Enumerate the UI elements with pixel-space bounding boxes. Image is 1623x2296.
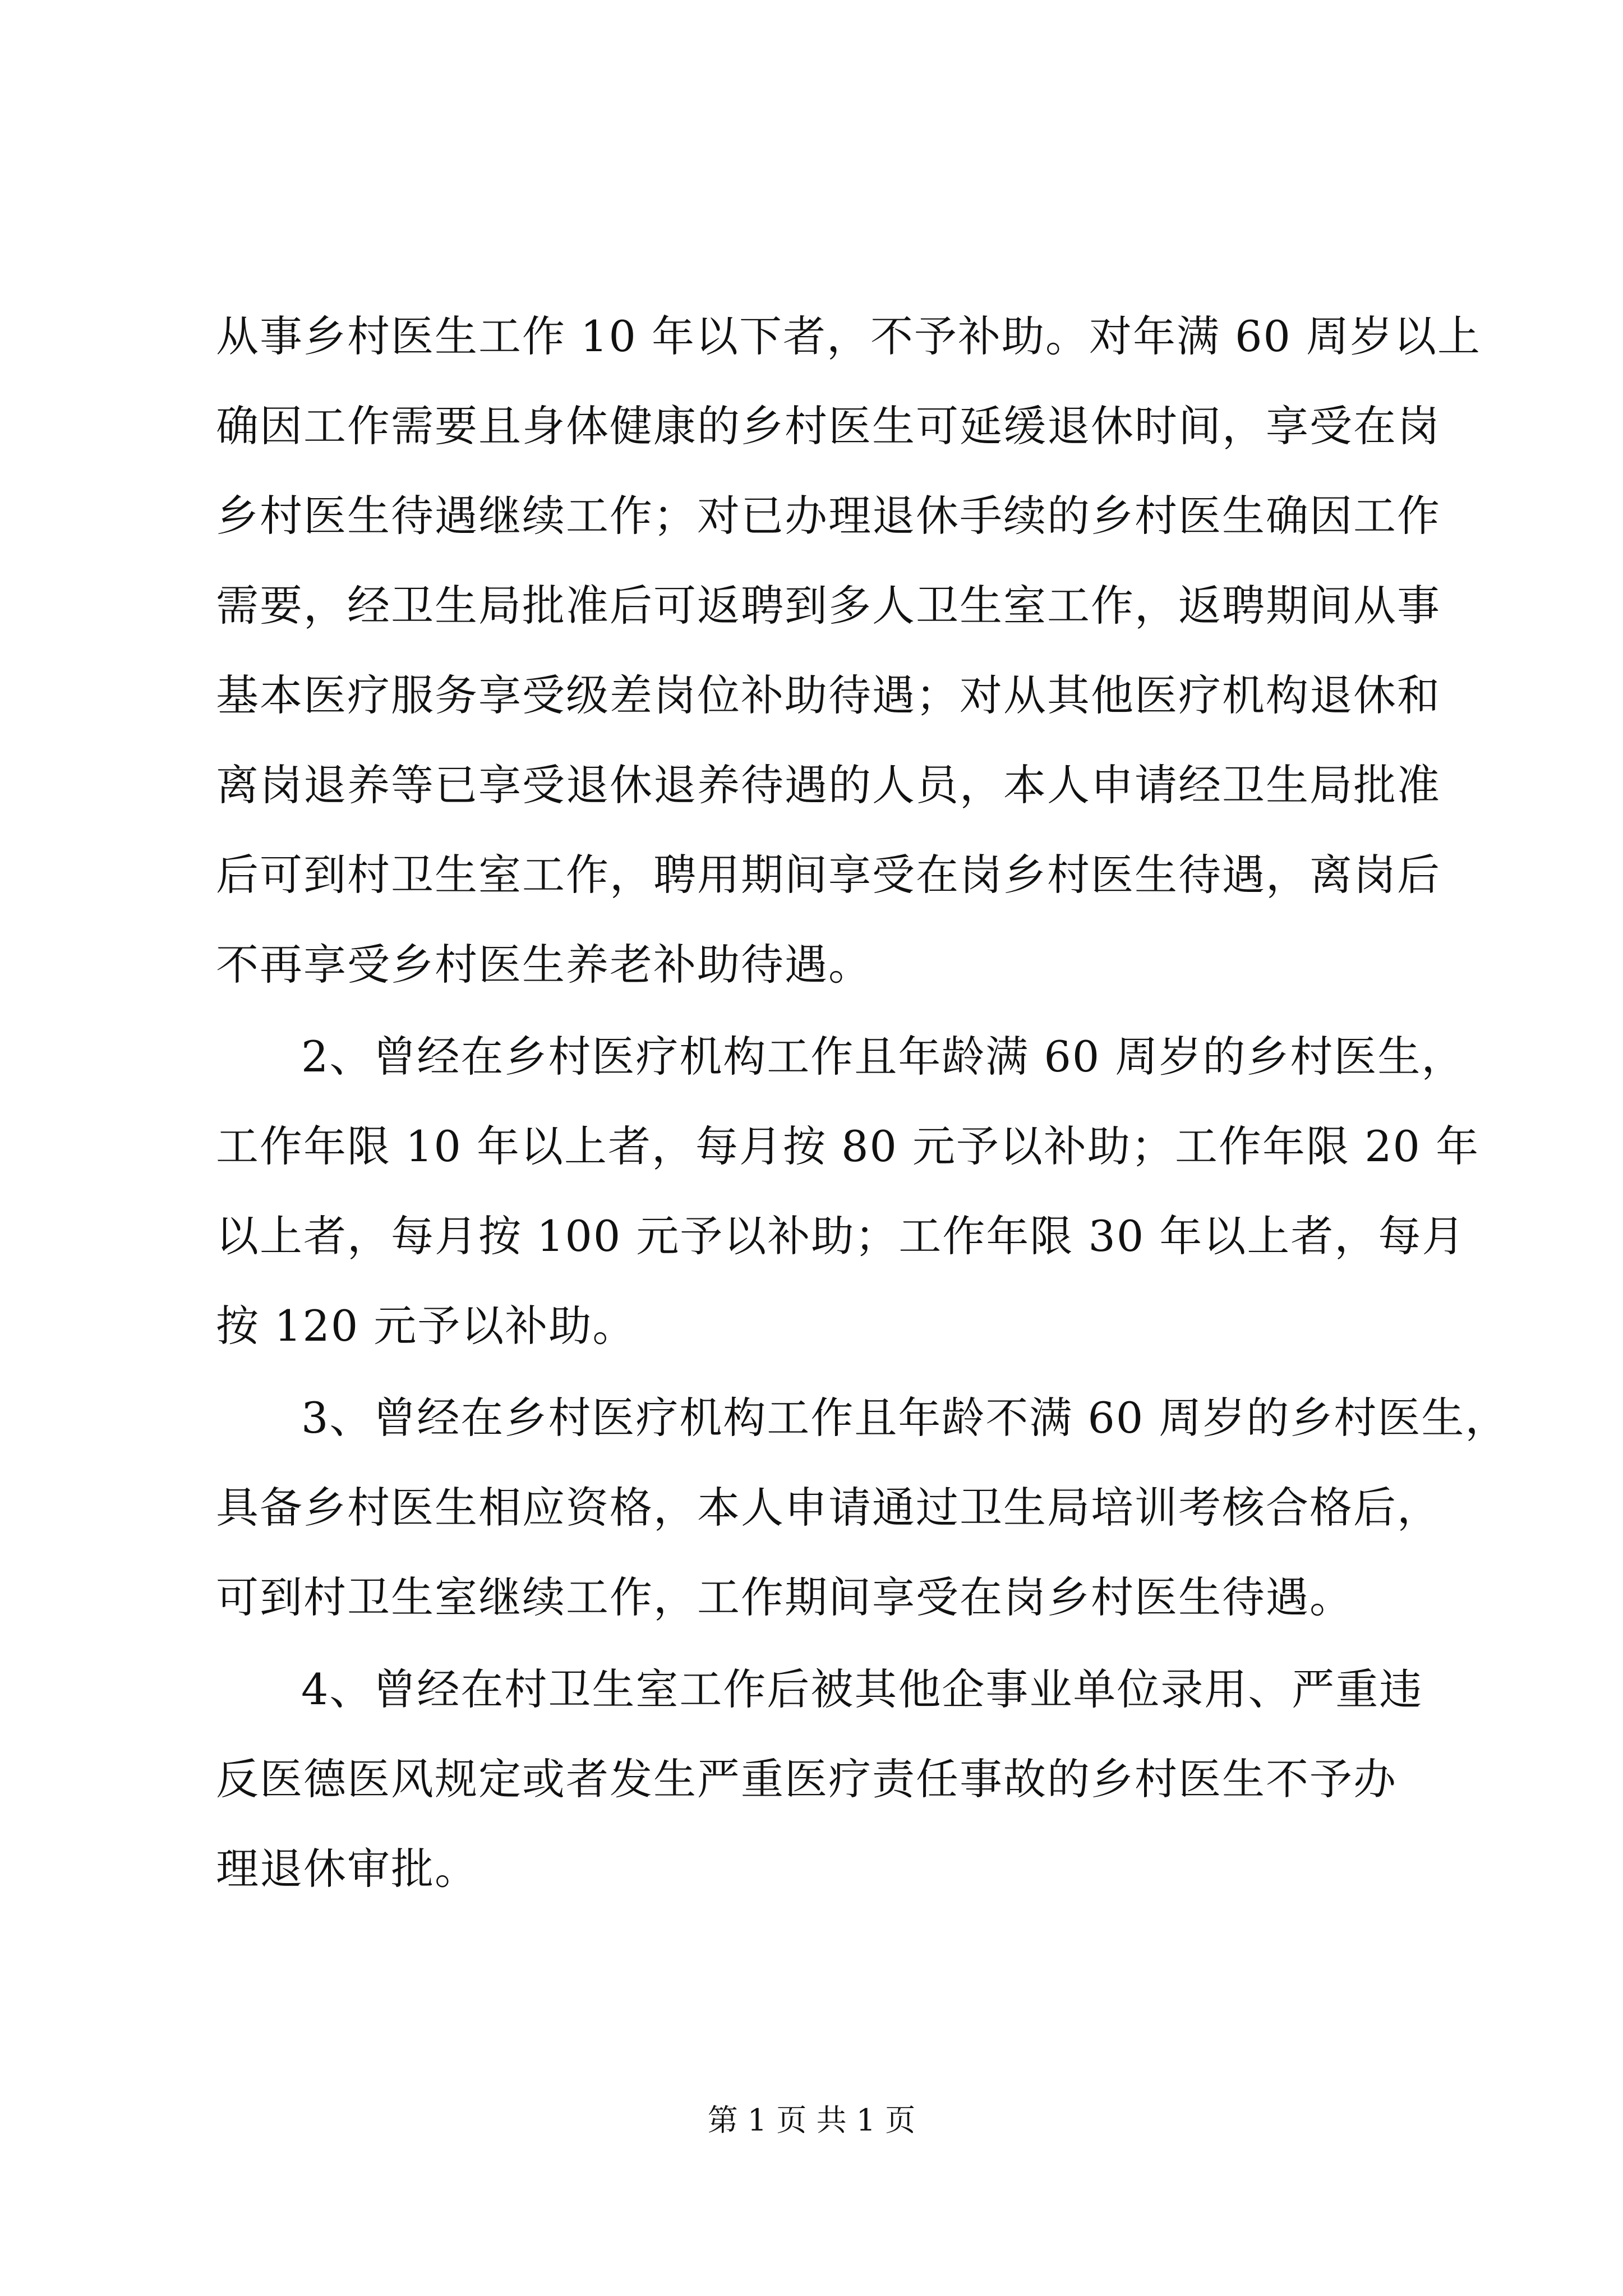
text-line: 2、曾经在乡村医疗机构工作且年龄满 60 周岁的乡村医生， [301, 1032, 1465, 1082]
text-line: 从事乡村医生工作 10 年以下者，不予补助。对年满 60 周岁以上 [216, 311, 1482, 361]
paragraph-item-4 [216, 1645, 1422, 1914]
text-line: 按 120 元予以补助。 [216, 1301, 637, 1351]
text-line: 3、曾经在乡村医疗机构工作且年龄不满 60 周岁的乡村医生， [301, 1393, 1509, 1443]
text-line: 以上者，每月按 100 元予以补助；工作年限 30 年以上者，每月 [216, 1211, 1466, 1261]
text-line: 4、曾经在村卫生室工作后被其他企事业单位录用、严重违 [301, 1664, 1423, 1714]
paragraph-item-3 [216, 1373, 1509, 1642]
text-line: 后可到村卫生室工作，聘用期间享受在岗乡村医生待遇，离岗后 [216, 850, 1441, 900]
text-line: 确因工作需要且身体健康的乡村医生可延缓退休时间，享受在岗 [216, 401, 1441, 451]
document-body [216, 292, 1509, 1914]
text-line: 具备乡村医生相应资格，本人申请通过卫生局培训考核合格后， [216, 1483, 1441, 1533]
text-line: 可到村卫生室继续工作，工作期间享受在岗乡村医生待遇。 [216, 1572, 1353, 1622]
page-number-label: 第 1 页 共 1 页 [707, 2102, 916, 2138]
paragraph-item-2 [216, 1012, 1480, 1371]
text-line: 乡村医生待遇继续工作；对已办理退休手续的乡村医生确因工作 [216, 491, 1441, 541]
text-line: 不再享受乡村医生养老补助待遇。 [216, 940, 872, 990]
text-line: 理退休审批。 [216, 1844, 478, 1894]
page-footer [0, 2098, 1623, 2143]
text-line: 需要，经卫生局批准后可返聘到多人卫生室工作，返聘期间从事 [216, 581, 1441, 631]
text-line: 离岗退养等已享受退休退养待遇的人员，本人申请经卫生局批准 [216, 760, 1441, 810]
paragraph-continuation [216, 292, 1482, 1010]
text-line: 工作年限 10 年以上者，每月按 80 元予以补助；工作年限 20 年 [216, 1121, 1480, 1171]
text-line: 反医德医风规定或者发生严重医疗责任事故的乡村医生不予办 [216, 1754, 1397, 1804]
text-line: 基本医疗服务享受级差岗位补助待遇；对从其他医疗机构退休和 [216, 670, 1441, 720]
